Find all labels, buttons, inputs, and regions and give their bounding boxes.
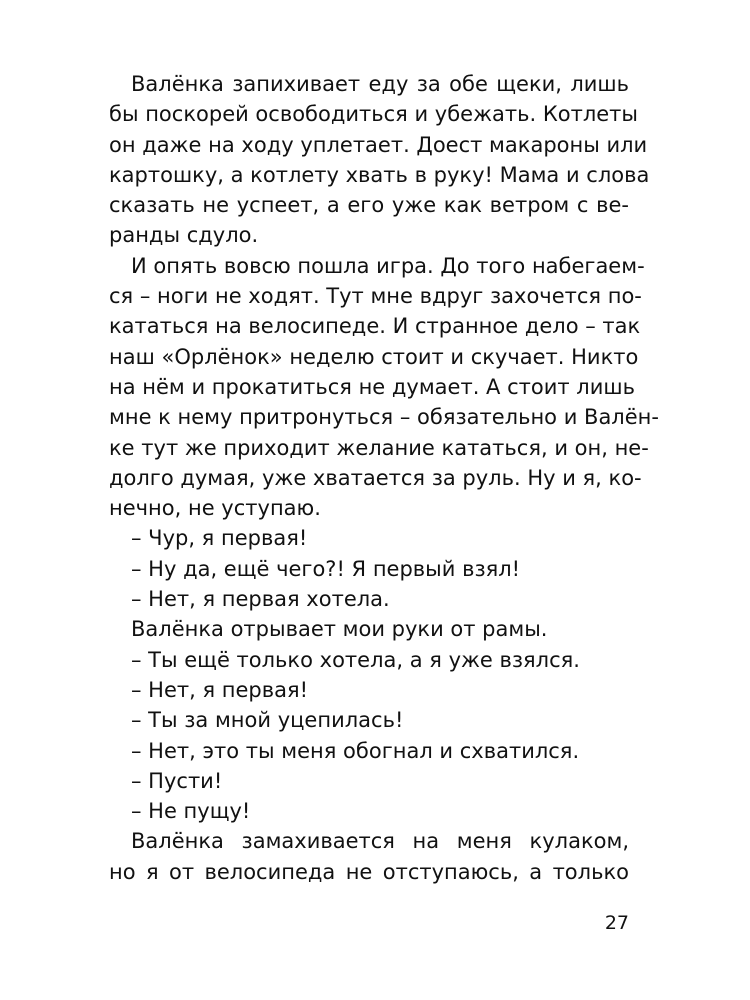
dialogue-line: – Ты за мной уцепилась! (131, 708, 404, 733)
text-line: нечно, не уступаю. (109, 496, 321, 521)
text-line: Валёнка запихивает еду за обе щеки, лишь (131, 72, 629, 96)
text-line: но я от велосипеда не отступаюсь, а только (109, 859, 629, 884)
page-number: 27 (604, 912, 629, 934)
text-line: сказать не успеет, а его уже как ветром с ве- (109, 193, 629, 218)
dialogue-line: Валёнка отрывает мои руки от рамы. (131, 617, 548, 642)
dialogue-line: – Нет, я первая! (131, 677, 309, 702)
text-line: ся – ноги не ходят. Тут мне вдруг захочется по- (109, 284, 642, 309)
dialogue-line: – Не пущу! (131, 799, 251, 824)
text-line: на нём и прокатиться не думает. А стоит лишь (109, 374, 635, 399)
page-text (109, 69, 659, 887)
text-line: мне к нему притронуться – обязательно и Валён- (109, 405, 659, 430)
dialogue-line: – Ты ещё только хотела, а я уже взялся. (131, 647, 580, 672)
dialogue-line: – Нет, я первая хотела. (131, 587, 390, 612)
text-line: Валёнка замахивается на меня кулаком, (131, 829, 629, 854)
dialogue-line: – Нет, это ты меня обогнал и схватился. (131, 738, 580, 763)
dialogue-line: – Ну да, ещё чего?! Я первый взял! (131, 556, 521, 581)
text-line: ранды сдуло. (109, 223, 259, 248)
text-line: ке тут же приходит желание кататься, и он, не- (109, 435, 649, 460)
text-line: он даже на ходу уплетает. Доест макароны или (109, 132, 648, 157)
dialogue-line: – Пусти! (131, 768, 223, 793)
text-line: наш «Орлёнок» неделю стоит и скучает. Никто (109, 344, 639, 369)
dialogue-line: – Чур, я первая! (131, 526, 308, 551)
text-line: бы поскорей освободиться и убежать. Котлеты (109, 102, 638, 127)
text-line: долго думая, уже хватается за руль. Ну и я, ко- (109, 465, 642, 490)
text-line: кататься на велосипеде. И странное дело – так (109, 314, 641, 339)
text-line: картошку, а котлету хвать в руку! Мама и слова (109, 162, 650, 187)
text-line: И опять вовсю пошла игра. До того набегаем- (131, 253, 645, 278)
